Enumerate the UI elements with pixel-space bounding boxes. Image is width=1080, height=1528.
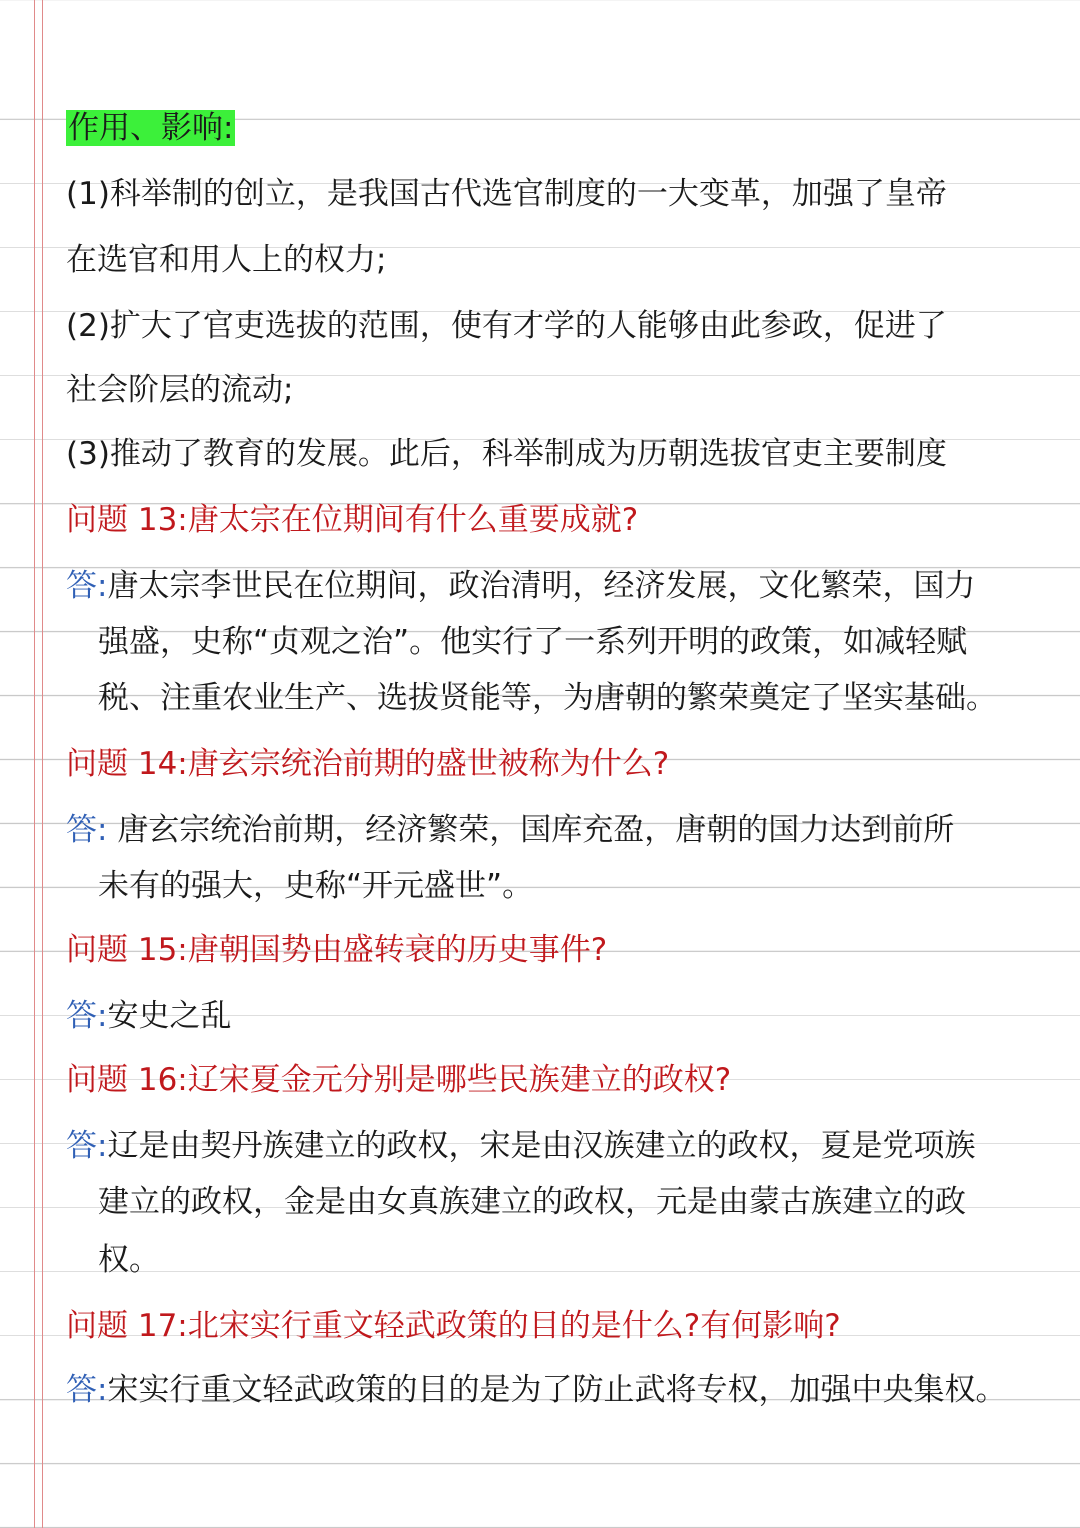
answer-text: 唐玄宗统治前期，经济繁荣，国库充盈，唐朝的国力达到前所 <box>117 812 955 848</box>
answer-17-line-1 <box>66 1370 1040 1410</box>
margin-line-right <box>42 0 43 1528</box>
impact-line-4: 社会阶层的流动; <box>66 372 294 408</box>
answer-14-line-2: 未有的强大，史称“开元盛世”。 <box>98 868 534 904</box>
answer-15-line-1 <box>66 996 1040 1036</box>
answer-text: 辽是由契丹族建立的政权，宋是由汉族建立的政权，夏是党项族 <box>107 1128 976 1164</box>
answer-13-line-2: 强盛，史称“贞观之治”。他实行了一系列开明的政策，如减轻赋 <box>98 624 968 660</box>
answer-14-line-1 <box>66 810 1040 850</box>
answer-16-line-2: 建立的政权，金是由女真族建立的政权，元是由蒙古族建立的政 <box>98 1184 966 1220</box>
margin-line-left <box>34 0 35 1528</box>
impact-line-1: (1)科举制的创立，是我国古代选官制度的一大变革，加强了皇帝 <box>66 176 947 212</box>
answer-13-line-3: 税、注重农业生产、选拔贤能等，为唐朝的繁荣奠定了坚实基础。 <box>98 680 997 716</box>
question-13: 问题 13:唐太宗在位期间有什么重要成就? <box>66 502 639 538</box>
question-15: 问题 15:唐朝国势由盛转衰的历史事件? <box>66 932 608 968</box>
heading-highlight: 作用、影响: <box>68 110 234 146</box>
answer-label: 答: <box>66 1372 108 1408</box>
impact-line-2: 在选官和用人上的权力; <box>66 242 387 278</box>
section-heading <box>66 108 1040 148</box>
answer-text: 安史之乱 <box>107 998 232 1034</box>
question-17: 问题 17:北宋实行重文轻武政策的目的是什么?有何影响? <box>66 1308 841 1344</box>
answer-label: 答: <box>66 568 108 604</box>
answer-13-line-1 <box>66 566 1040 606</box>
question-16: 问题 16:辽宋夏金元分别是哪些民族建立的政权? <box>66 1062 732 1098</box>
answer-label: 答: <box>66 812 118 848</box>
impact-line-5: (3)推动了教育的发展。此后，科举制成为历朝选拔官吏主要制度 <box>66 436 947 472</box>
answer-label: 答: <box>66 1128 108 1164</box>
answer-16-line-3: 权。 <box>98 1242 160 1278</box>
impact-line-3: (2)扩大了官吏选拔的范围，使有才学的人能够由此参政，促进了 <box>66 308 947 344</box>
question-14: 问题 14:唐玄宗统治前期的盛世被称为什么? <box>66 746 670 782</box>
answer-text: 宋实行重文轻武政策的目的是为了防止武将专权，加强中央集权。 <box>107 1372 1007 1408</box>
answer-16-line-1 <box>66 1126 1040 1166</box>
answer-label: 答: <box>66 998 108 1034</box>
answer-text: 唐太宗李世民在位期间，政治清明，经济发展，文化繁荣，国力 <box>107 568 976 604</box>
